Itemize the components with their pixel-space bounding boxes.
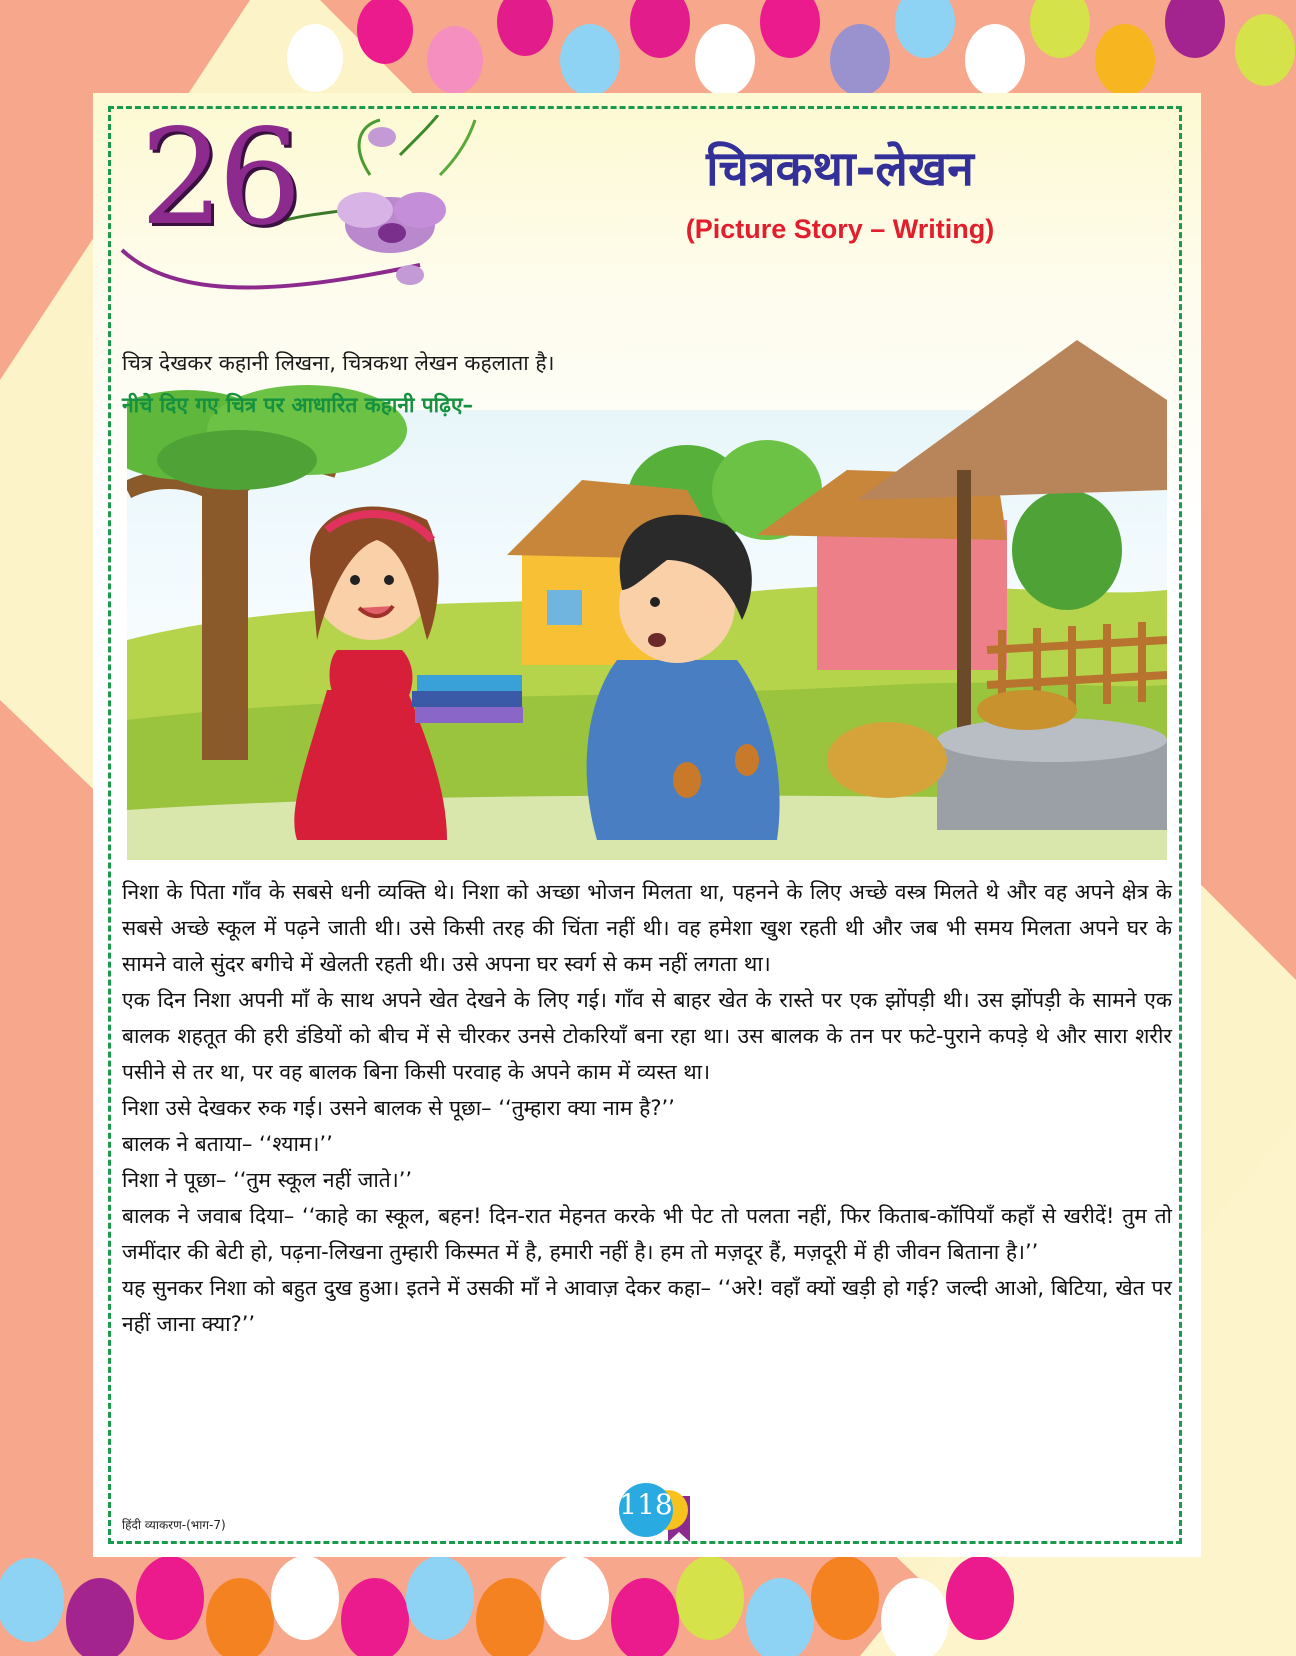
instruction-text: नीचे दिए गए चित्र पर आधारित कहानी पढ़िए– [122,393,474,417]
chapter-number: 26 [140,101,296,255]
story-paragraph: बालक ने बताया– ‘‘श्याम।’’ [122,1132,333,1156]
story-paragraph: निशा ने पूछा– ‘‘तुम स्कूल नहीं जाते।’’ [122,1168,413,1192]
page-number: 118 [619,1488,673,1521]
story-paragraph: निशा उसे देखकर रुक गई। उसने बालक से पूछा– ‘‘तुम्हारा क्या नाम है?’’ [122,1096,675,1120]
story-paragraph: यह सुनकर निशा को बहुत दुख हुआ। इतने में उसकी माँ ने आवाज़ देकर कहा– ‘‘अरे! वहाँ क्यों खड़ी हो गई? जल्दी आओ, बिटिया, खेत पर नहीं जाना क्या?’’ [122,1276,1172,1336]
book-title: हिंदी व्याकरण-(भाग-7) [122,1518,226,1532]
chapter-title-hindi: चित्रकथा-लेखन [706,141,974,197]
story-paragraph: निशा के पिता गाँव के सबसे धनी व्यक्ति थे। निशा को अच्छा भोजन मिलता था, पहनने के लिए अच्छे वस्त्र मिलते थे और वह अपने क्षेत्र के सबसे अच्छे स्कूल में पढ़ने जाती थी। उसे किसी तरह की चिंता नहीं थी। वह हमेशा खुश रहती थी और जब भी समय मिलता अपने घर के सामने वाले सुंदर बगीचे में खेलती रहती थी। उसे अपना घर स्वर्ग से कम नहीं लगता था। [122,880,1172,976]
chapter-title-english: (Picture Story – Writing) [685,214,995,244]
story-paragraph: एक दिन निशा अपनी माँ के साथ अपने खेत देखने के लिए गई। गाँव से बाहर खेत के रास्ते पर एक झोंपड़ी थी। उस झोंपड़ी के सामने एक बालक शहतूत की हरी डंडियों को बीच में से चीरकर उनसे टोकरियाँ बना रहा था। उस बालक के तन पर फटे-पुराने कपड़े थे और सारा शरीर पसीने से तर था, पर वह बालक बिना किसी परवाह के अपने काम में व्यस्त था। [122,988,1172,1084]
story-paragraph: बालक ने जवाब दिया– ‘‘काहे का स्कूल, बहन! दिन-रात मेहनत करके भी पेट तो पलता नहीं, फिर किताब-कॉपियाँ कहाँ से खरीदें! तुम तो जमींदार की बेटी हो, पढ़ना-लिखना तुम्हारी किस्मत में है, हमारी नहीं है। हम तो मज़दूर हैं, मज़दूरी में ही जीवन बिताना है।’’ [122,1204,1172,1264]
story-text [122,874,1172,1342]
intro-text: चित्र देखकर कहानी लिखना, चित्रकथा लेखन कहलाता है। [122,351,555,375]
